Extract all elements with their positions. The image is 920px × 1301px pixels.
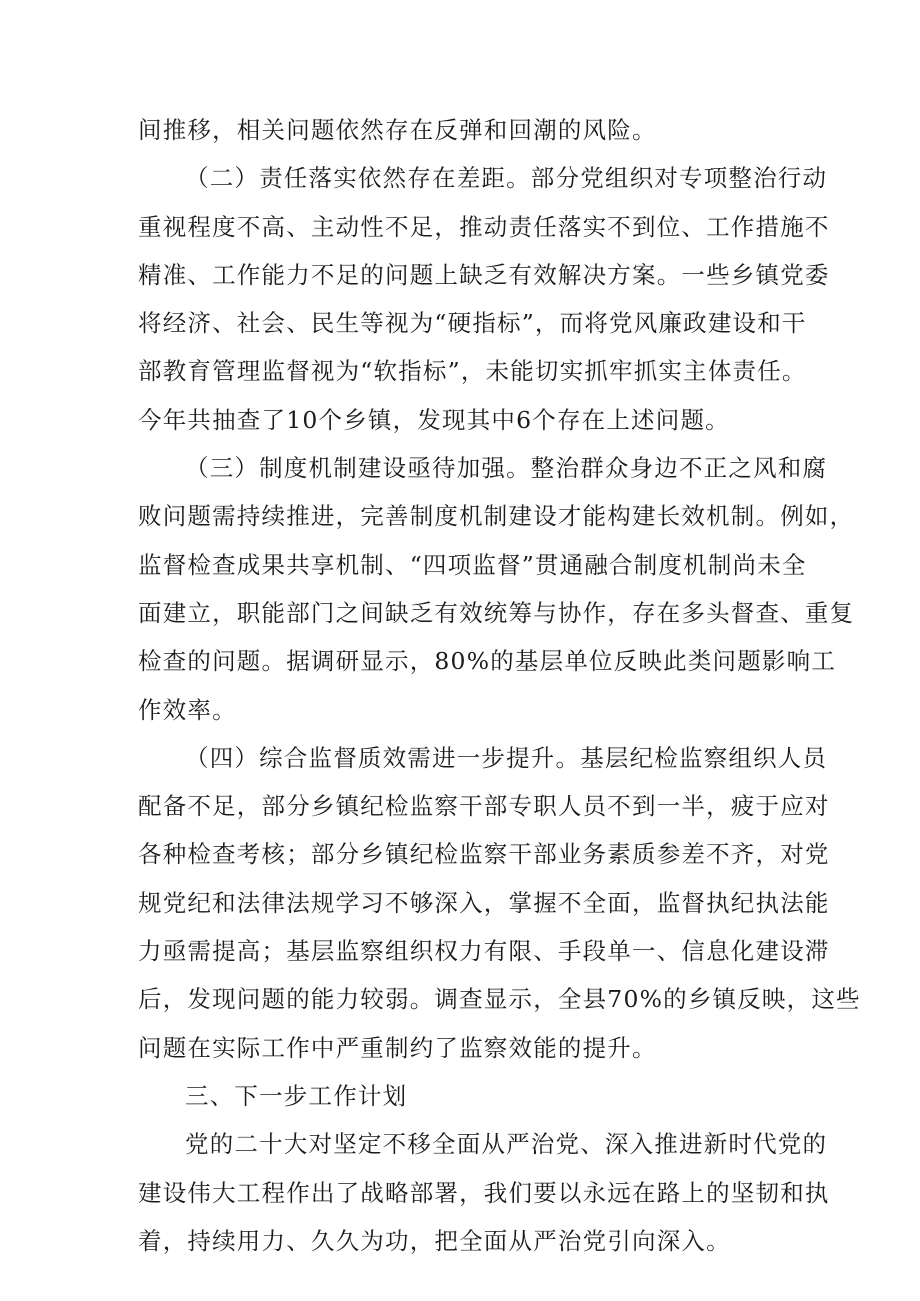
text-line: 规党纪和法律法规学习不够深入，掌握不全面，监督执纪执法能 (138, 888, 830, 917)
text-line: 配备不足，部分乡镇纪检监察干部专职人员不到一半，疲于应对 (138, 792, 830, 821)
text-line: 监督检查成果共享机制、“四项监督”贯通融合制度机制尚未全 (138, 550, 807, 579)
text-line: 检查的问题。据调研显示，80%的基层单位反映此类问题影响工 (138, 647, 837, 676)
text-line: 建设伟大工程作出了战略部署，我们要以永远在路上的坚韧和执 (138, 1178, 830, 1207)
text-line: 今年共抽查了10个乡镇，发现其中6个存在上述问题。 (138, 405, 730, 434)
paragraph-supervision-effectiveness (138, 734, 861, 1072)
paragraph-responsibility-gap (138, 154, 830, 444)
text-line: 将经济、社会、民生等视为“硬指标”，而将党风廉政建设和干 (138, 309, 807, 338)
text-line: 问题在实际工作中严重制约了监察效能的提升。 (138, 1033, 657, 1062)
text-line: 后，发现问题的能力较弱。调查显示，全县70%的乡镇反映，这些 (138, 985, 861, 1014)
text-line: 面建立，职能部门之间缺乏有效统筹与协作，存在多头督查、重复 (138, 598, 855, 627)
text-line: （三）制度机制建设亟待加强。整治群众身边不正之风和腐 (185, 454, 828, 483)
text-line: 党的二十大对坚定不移全面从严治党、深入推进新时代党的 (185, 1130, 828, 1159)
text-line: 部教育管理监督视为“软指标”，未能切实抓牢抓实主体责任。 (138, 357, 807, 386)
text-line: 败问题需持续推进，完善制度机制建设才能构建长效机制。例如， (138, 502, 855, 531)
text-line: 各种检查考核；部分乡镇纪检监察干部业务素质参差不齐，对党 (138, 840, 830, 869)
paragraph-institutional-mechanism (138, 444, 855, 734)
text-line: （二）责任落实依然存在差距。部分党组织对专项整治行动 (185, 164, 828, 193)
section-heading-next-steps (138, 1072, 800, 1120)
text-line: （四）综合监督质效需进一步提升。基层纪检监察组织人员 (185, 743, 828, 772)
paragraph-work-plan (138, 1120, 830, 1265)
text-line: 重视程度不高、主动性不足，推动责任落实不到位、工作措施不 (138, 212, 830, 241)
text-line: 作效率。 (138, 695, 237, 724)
text-line: 着，持续用力、久久为功，把全面从严治党引向深入。 (138, 1226, 731, 1255)
text-line: 力亟需提高；基层监察组织权力有限、手段单一、信息化建设滞 (138, 937, 830, 966)
document-page (138, 106, 861, 1265)
section-heading: 三、下一步工作计划 (185, 1081, 408, 1110)
text-line: 精准、工作能力不足的问题上缺乏有效解决方案。一些乡镇党委 (138, 260, 830, 289)
paragraph-continuation (138, 106, 800, 154)
text-line: 间推移，相关问题依然存在反弹和回潮的风险。 (138, 116, 657, 144)
